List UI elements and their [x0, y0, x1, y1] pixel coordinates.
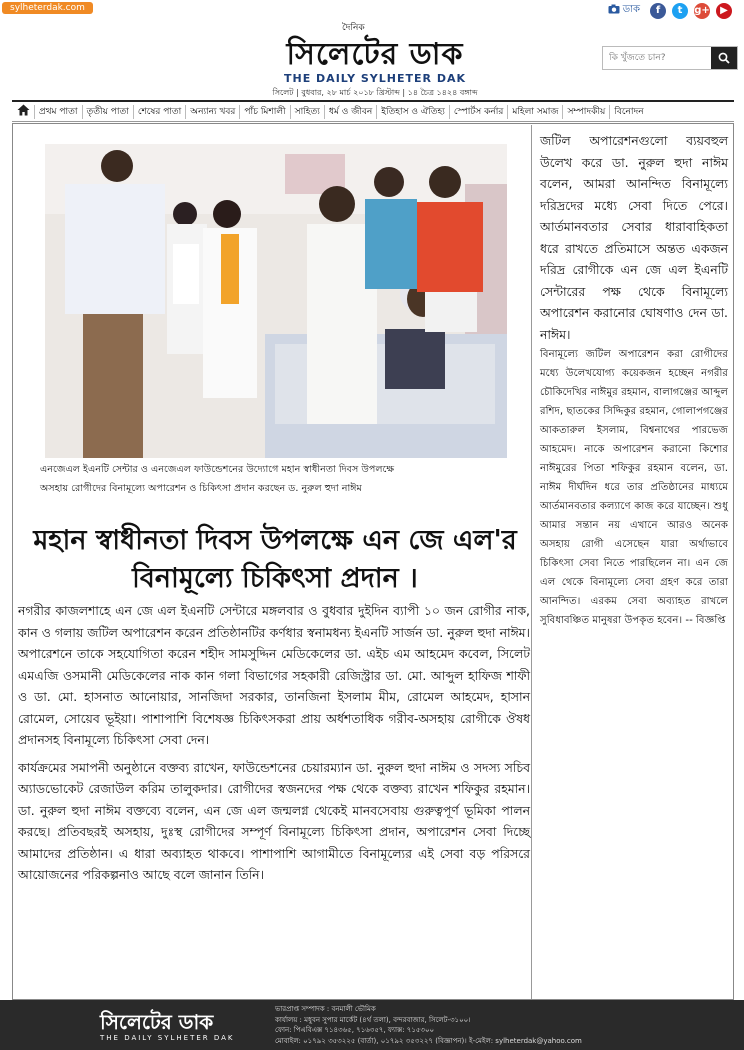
- masthead-small-text: দৈনিক: [342, 23, 365, 33]
- article-paragraph-2: কার্যক্রমের সমাপনী অনুষ্ঠানে বক্তব্য রাখেন, ফাউন্ডেশনের চেয়ারম্যান ডা. নুরুল হুদা নাঈম ও সদস্য সচিব অ্যাডভোকেট রেজাউল করিম তালুকদার। রোগীদের স্বজনদের পক্ষ থেকে বক্তব্য রাখেন শফিকুর রহমান। ডা. নুরুল হুদা নাঈম বক্তব্যে বলেন, এন জে এল জন্মলগ্ন থেকেই মানবসেবায় গুরুত্বপূর্ণ ভূমিকা পালন করছে। প্রতিবছরই অসহায়, দুঃস্থ রোগীদের সম্পূর্ণ বিনামূল্যে চিকিৎসা প্রদান, অপারেশন সেবা দিচ্ছে আমাদের প্রতিষ্ঠান। এ ধারা অব্যাহত থাকবে। পাশাপাশি আগামীতে বিনামূল্যের এই সেবা বড় পরিসরে আয়োজনের পরিকল্পনাও আছে বলে জানান তিনি।: [18, 759, 530, 882]
- camera-icon[interactable]: [608, 6, 623, 17]
- social-links: [608, 2, 732, 19]
- search-button[interactable]: [711, 47, 737, 69]
- nav-item-women[interactable]: মহিলা সমাজ: [507, 105, 562, 119]
- nav-item-literature[interactable]: সাহিত্য: [290, 105, 324, 119]
- column-divider: [531, 125, 532, 999]
- article-headline: [20, 522, 530, 598]
- google-plus-icon[interactable]: g+: [694, 3, 710, 19]
- footer-logo[interactable]: সিলেটের ডাক: [100, 1010, 214, 1034]
- nav-item-first-page[interactable]: প্রথম পাতা: [34, 105, 82, 119]
- footer-mobile-email: মোবাইল: ০১৭৯২ ৩৫৩২২৫ (বার্তা), ০১৭৯২ ৩৫৩২২৭ (বিজ্ঞাপন)। ই-মেইল: sylheterdak@yahoo.com: [275, 1036, 582, 1045]
- article-body: [18, 600, 530, 892]
- nav-item-editorial[interactable]: সম্পাদকীয়: [562, 105, 609, 119]
- top-bar: [0, 0, 744, 16]
- twitter-icon[interactable]: t: [672, 3, 688, 19]
- right-column-paragraph-2: বিনামূল্যে জটিল অপারেশন করা রোগীদের মধ্যে উলেখযোগ্য কয়েকজন হচ্ছেন নগরীর চৌকিদেখির নাঈমুর রহমান, বালাগঞ্জের আব্দুল রশিদ, ছাতকের সিদ্দিকুর রহমান, গোলাপগঞ্জের আকতারুল ইসলাম, বিশ্বনাথের পারভেজ আহমেদ। নাকে অপারেশন করানো কিশোর নাঈমুরের পিতা শফিকুর রহমান বলেন, ডা. নাঈম দীর্ঘদিন ধরে তার প্রতিষ্ঠানের মাধ্যমে আর্তমানবতার কল্যাণে কাজ করে যাচ্ছেন। শুধু আমার সন্তান নয় এখানে আরও অনেক অসহায় রোগী এসেছেন যারা অর্থাভাবে চিকিৎসা সেবা নিতে পারছিলেন না। এন জে এল থেকে বিনামূল্যে সেবা গ্রহণ করে তারা আনন্দিত। এরকম সেবা অব্যাহত রাখলে সুবিধাবঞ্চিত মানুষরা উপকৃত হবেন। -- বিজ্ঞপ্তি: [540, 349, 728, 626]
- main-nav: [12, 100, 734, 122]
- photo-caption-line2: অসহায় রোগীদের বিনামূল্যে অপারেশন ও চিকিৎসা প্রদান করছেন ড. নুরুল হুদা নাঈম: [40, 483, 362, 494]
- masthead-date: সিলেট | বুধবার, ২৮ মার্চ ২০১৮ খ্রিস্টাব্দ | ১৪ চৈত্র ১৪২৪ বঙ্গাব্দ: [272, 88, 478, 97]
- nav-item-entertainment[interactable]: বিনোদন: [609, 105, 647, 119]
- footer-phone: ফোন: পিএবিএক্স ৭১৪৩৬৫, ৭১৬৩৫৭, ফ্যাক্স: ৭১৫৩০০: [275, 1026, 435, 1034]
- right-column-paragraph-1: জটিল অপারেশনগুলো ব্যয়বহুল উলেখ করে ডা. নুরুল হুদা নাঈম বলেন, আমরা আনন্দিত বিনামূল্যে দরিদ্রদের মধ্যে সেবা দিতে পেরে। আর্তমানবতার সেবার ধারাবাহিকতা ধরে রাখতে প্রতিমাসে অন্তত একজন দরিদ্র রোগীকে এন জে এল ইএনটি সেন্টারের পক্ষ থেকে বিনামূল্যে অপারেশন করানোর ঘোষণাও দেন ডা. নাঈম।: [540, 133, 728, 342]
- article-photo[interactable]: [45, 144, 507, 458]
- social-label-text: ডাক: [622, 4, 640, 15]
- nav-item-history[interactable]: ইতিহাস ও ঐতিহ্য: [376, 105, 449, 119]
- headline-line2: বিনামূল্যে চিকিৎসা প্রদান ।: [132, 563, 418, 594]
- headline-line1: মহান স্বাধীনতা দিবস উপলক্ষে এন জে এল'র: [33, 525, 517, 556]
- masthead-english: THE DAILY SYLHETER DAK: [284, 72, 466, 85]
- footer-editor: ভারপ্রাপ্ত সম্পাদক : বনমালী ভৌমিক: [275, 1005, 376, 1013]
- social-label: [608, 2, 640, 19]
- footer-logo-english: THE DAILY SYLHETER DAK: [100, 1034, 235, 1042]
- home-icon[interactable]: [12, 104, 34, 119]
- footer-office: কার্যালয় : মধুবন সুপার মার্কেট (৪র্থ তলা), বন্দরবাজার, সিলেট-৩১০০।: [275, 1015, 471, 1024]
- photo-caption-line1: এনজেএল ইএনটি সেন্টার ও এনজেএল ফাউন্ডেশনের উদ্যোগে মহান স্বাধীনতা দিবস উপলক্ষে: [40, 464, 395, 475]
- nav-item-other-news[interactable]: অন্যান্য খবর: [185, 105, 239, 119]
- article-right-column: [540, 130, 728, 630]
- photo-caption: [40, 460, 532, 498]
- nav-item-last-page[interactable]: শেষের পাতা: [133, 105, 185, 119]
- search-input[interactable]: [603, 47, 711, 69]
- footer: [0, 1000, 744, 1050]
- footer-info: [275, 1004, 582, 1046]
- article-paragraph-1: নগরীর কাজলশাহে এন জে এল ইএনটি সেন্টারে মঙ্গলবার ও বুধবার দুইদিন ব্যাপী ১০ জন রোগীর নাক, কান ও গলায় জটিল অপারেশন করেন প্রতিষ্ঠানটির কর্ণধার স্বনামধন্য ইএনটি সার্জন ডা. নুরুল হুদা নাঈম। অপারেশনে তাকে সহযোগিতা করেন শহীদ সামসুদ্দিন মেডিকেলের ডা. এইচ এম আহমেদ কবেল, সিলেট এমএজি ওসমানী মেডিকেলের নাক কান গলা বিভাগের সহকারী রেজিস্ট্রার ডা. মো. আব্দুল হাফিজ শাফী ও ডা. মো. হাসনাত আনোয়ার, সানজিদা সরকার, তানজিনা ইসলাম মীম, রোমেল আহমেদ, হাসান রোমেল, সোয়েব ভূইয়া। পাশাপাশি বিশেষজ্ঞ চিকিৎসকরা প্রায় অর্ধশতাধিক গরীব-অসহায় রোগীকে ঔষধ প্রদানসহ বিনামূল্যে চিকিৎসা সেবা দেন।: [18, 603, 530, 747]
- masthead-logo: সিলেটের ডাক: [286, 37, 464, 72]
- search-icon: [718, 52, 730, 64]
- nav-item-mixed[interactable]: পাঁচ মিশালী: [239, 105, 289, 119]
- nav-item-sports[interactable]: স্পোর্টস কর্নার: [449, 105, 508, 119]
- nav-item-religion[interactable]: ধর্ম ও জীবন: [324, 105, 376, 119]
- search-box: [602, 46, 738, 70]
- masthead[interactable]: [250, 20, 500, 95]
- site-url-badge[interactable]: sylheterdak.com: [2, 2, 93, 14]
- facebook-icon[interactable]: f: [650, 3, 666, 19]
- youtube-icon[interactable]: ▶: [716, 3, 732, 19]
- nav-item-third-page[interactable]: তৃতীয় পাতা: [82, 105, 133, 119]
